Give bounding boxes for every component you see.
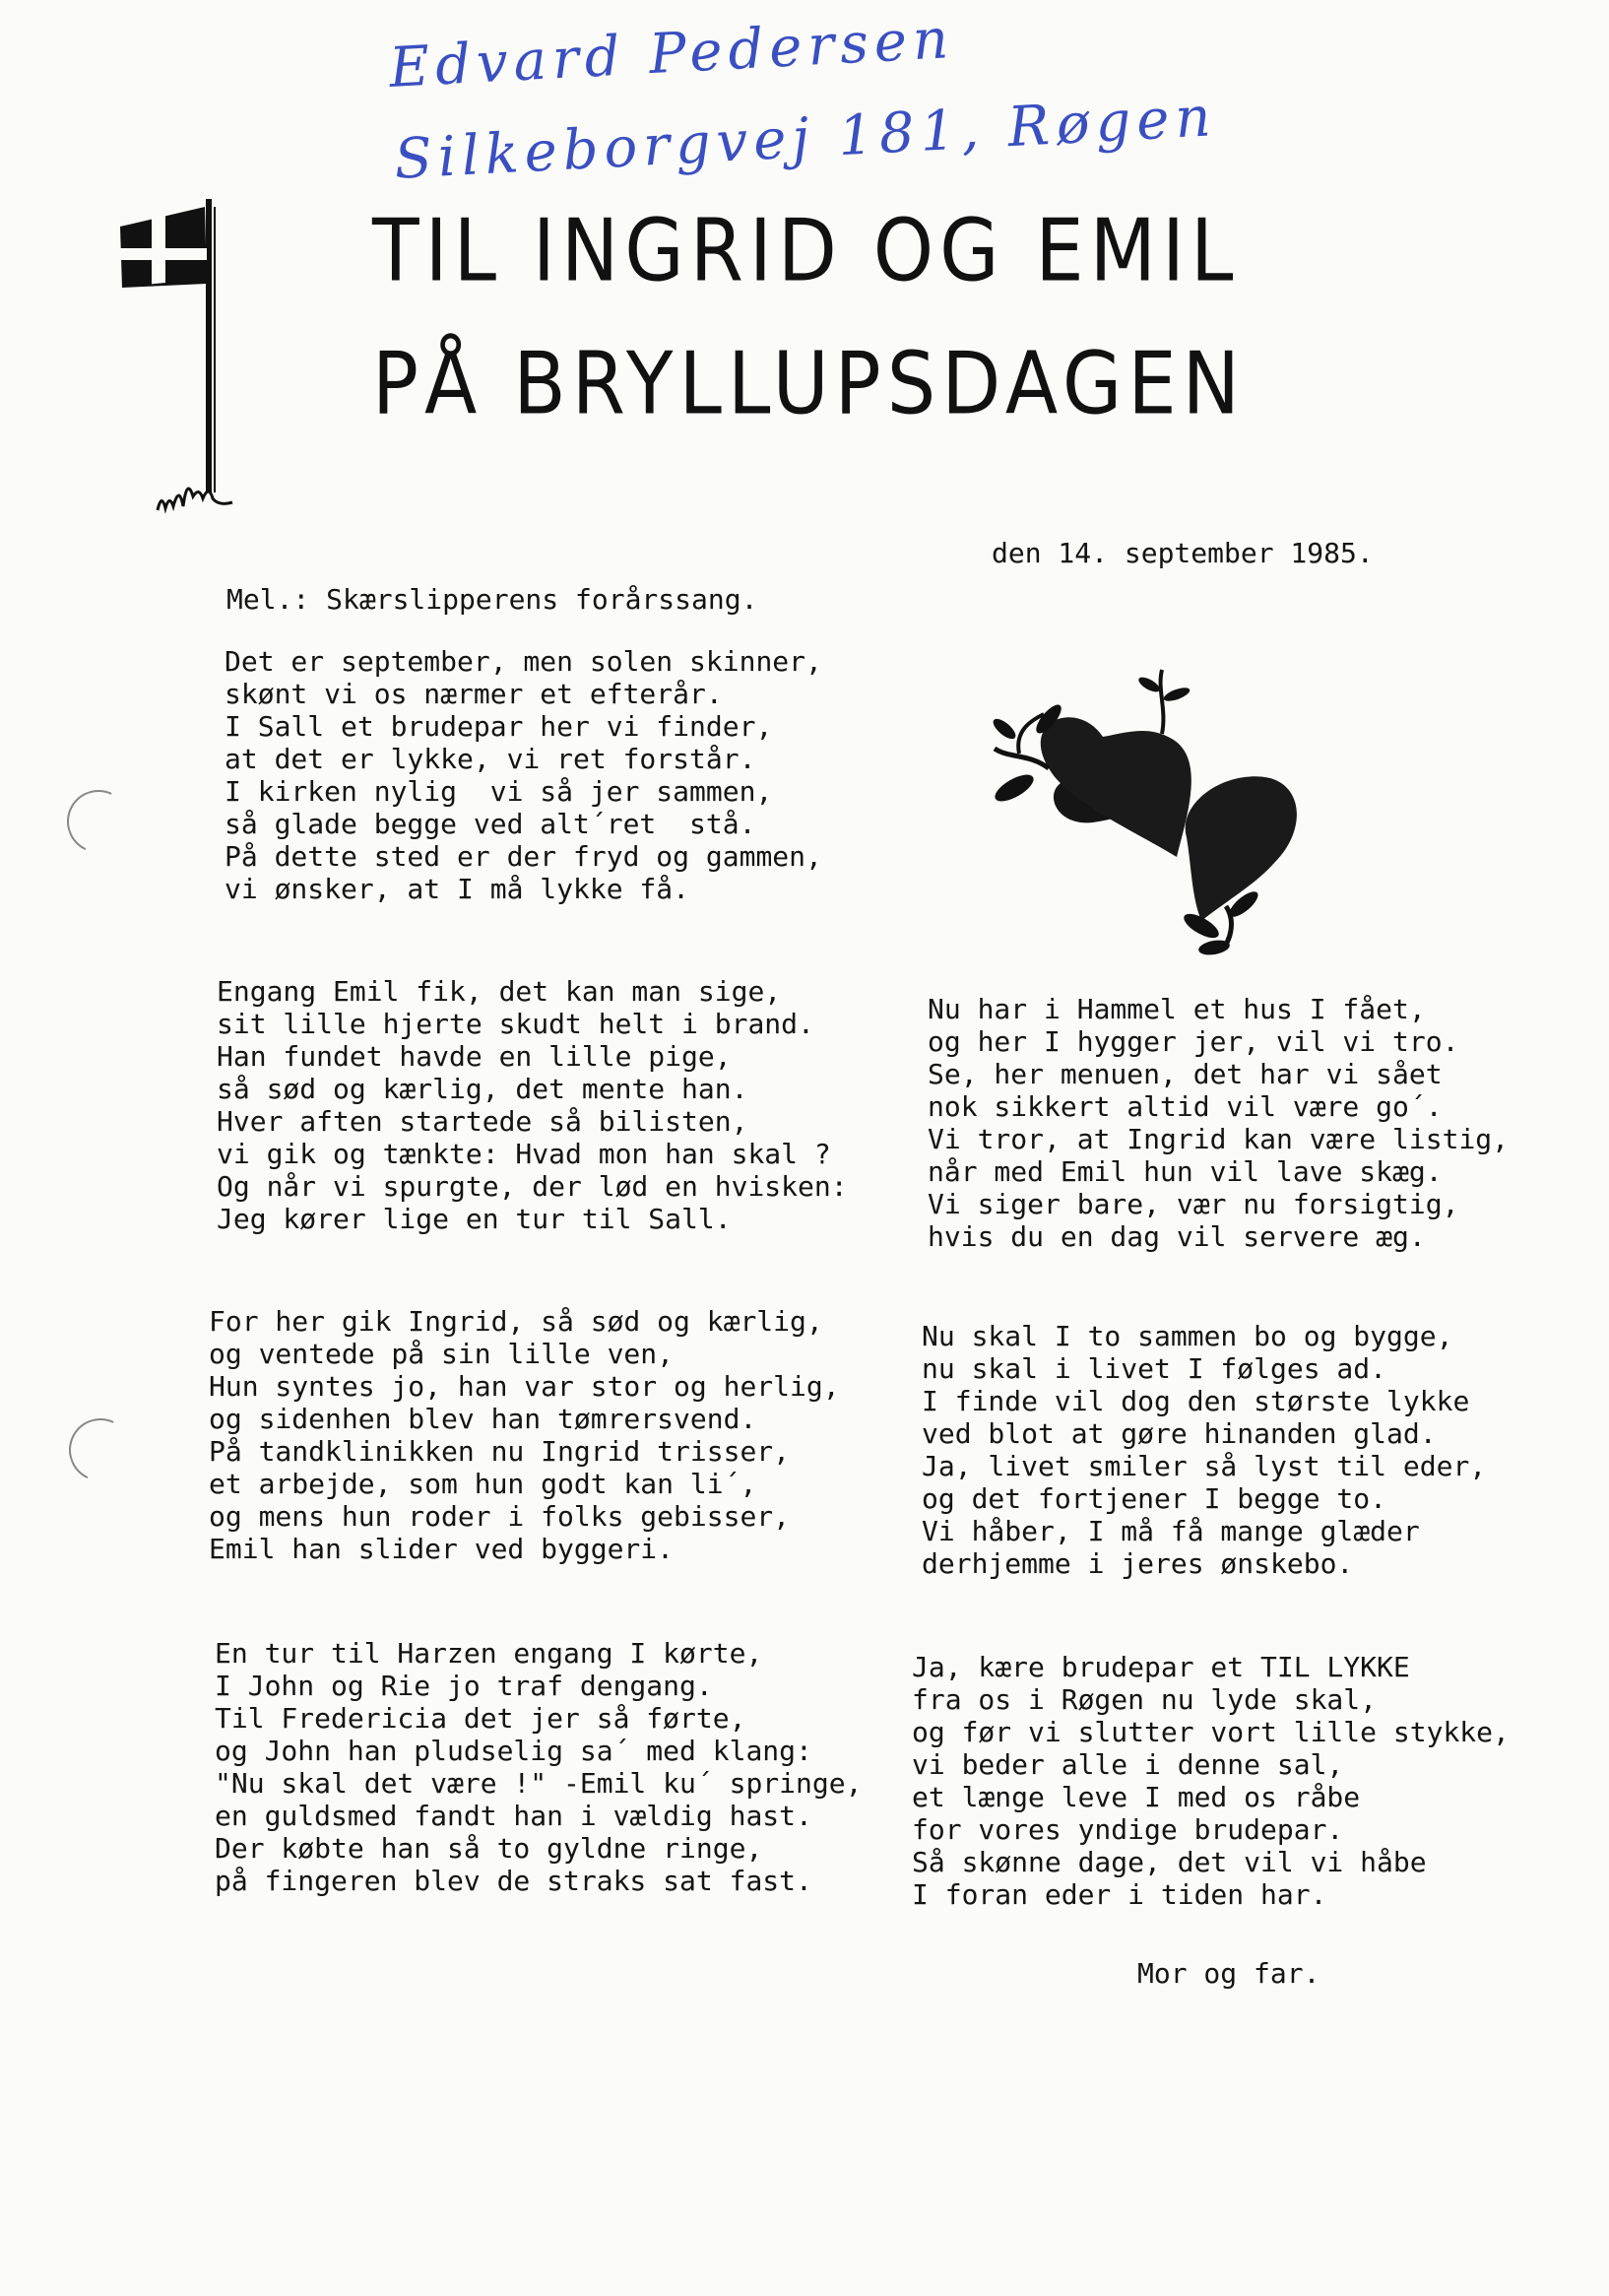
verse-line: En tur til Harzen engang I kørte,: [215, 1637, 763, 1670]
verse-line: fra os i Røgen nu lyde skal,: [912, 1683, 1378, 1716]
verse-3: [209, 1305, 840, 1565]
verse-line: vi beder alle i denne sal,: [912, 1748, 1344, 1781]
handwritten-name: Edvard Pedersen: [387, 7, 956, 100]
verse-line: Nu skal I to sammen bo og bygge,: [922, 1320, 1453, 1352]
verse-line: ved blot at gøre hinanden glad.: [922, 1417, 1437, 1450]
danish-flag-icon: [118, 197, 266, 532]
verse-line: Hun syntes jo, han var stor og herlig,: [209, 1370, 840, 1403]
verse-line: Jeg kører lige en tur til Sall.: [217, 1203, 732, 1235]
verse-line: Vi tror, at Ingrid kan være listig,: [928, 1123, 1510, 1155]
two-hearts-icon: [990, 660, 1315, 955]
verse-line: og mens hun roder i folks gebisser,: [209, 1500, 791, 1533]
verse-line: når med Emil hun vil lave skæg.: [928, 1155, 1443, 1188]
signature-text: Mor og far.: [1137, 1957, 1320, 1990]
verse-line: I finde vil dog den største lykke: [922, 1385, 1470, 1417]
verse-line: Se, her menuen, det har vi sået: [928, 1058, 1443, 1090]
verse-line: Ja, kære brudepar et TIL LYKKE: [912, 1651, 1410, 1683]
verse-4: [215, 1637, 862, 1897]
verse-line: og her I hygger jer, vil vi tro.: [928, 1025, 1459, 1058]
verse-line: På dette sted er der fryd og gammen,: [225, 840, 822, 873]
verse-line: På tandklinikken nu Ingrid trisser,: [209, 1435, 791, 1468]
page-title-line1: TIL INGRID OG EMIL: [372, 202, 1240, 301]
verse-line: Emil han slider ved byggeri.: [209, 1533, 675, 1565]
verse-line: at det er lykke, vi ret forstår.: [225, 743, 756, 775]
verse-line: derhjemme i jeres ønskebo.: [922, 1547, 1354, 1580]
verse-line: Vi håber, I må få mange glæder: [922, 1515, 1420, 1547]
melody-text: Mel.: Skærslipperens forårssang.: [226, 583, 758, 616]
verse-line: Vi siger bare, vær nu forsigtig,: [928, 1188, 1459, 1220]
verse-line: for vores yndige brudepar.: [912, 1813, 1344, 1846]
verse-1: [225, 645, 822, 905]
verse-line: sit lille hjerte skudt helt i brand.: [217, 1008, 814, 1040]
verse-line: Ja, livet smiler så lyst til eder,: [922, 1450, 1487, 1482]
verse-line: nu skal i livet I følges ad.: [922, 1352, 1387, 1385]
verse-line: og sidenhen blev han tømrersvend.: [209, 1403, 757, 1435]
verse-line: Engang Emil fik, det kan man sige,: [217, 975, 782, 1008]
verse-line: Så skønne dage, det vil vi håbe: [912, 1846, 1427, 1878]
verse-line: I foran eder i tiden har.: [912, 1878, 1327, 1911]
verse-line: vi gik og tænkte: Hvad mon han skal ?: [217, 1138, 831, 1170]
verse-5: [928, 993, 1509, 1253]
verse-2: [217, 975, 848, 1235]
verse-line: så sød og kærlig, det mente han.: [217, 1073, 748, 1105]
verse-line: vi ønsker, at I må lykke få.: [225, 873, 690, 905]
verse-6: [922, 1320, 1486, 1580]
verse-line: og John han pludselig sa´ med klang:: [215, 1735, 812, 1767]
verse-7: [912, 1651, 1510, 1911]
verse-line: Hver aften startede så bilisten,: [217, 1105, 748, 1138]
punch-hole-mark: [60, 1410, 141, 1490]
verse-line: I Sall et brudepar her vi finder,: [225, 710, 773, 743]
verse-line: Der købte han så to gyldne ringe,: [215, 1832, 763, 1865]
handwritten-address: Silkeborgvej 181, Røgen: [392, 85, 1218, 192]
verse-line: I John og Rie jo traf dengang.: [215, 1670, 713, 1702]
date-text: den 14. september 1985.: [992, 537, 1374, 569]
verse-line: et længe leve I med os råbe: [912, 1781, 1361, 1813]
verse-line: For her gik Ingrid, så sød og kærlig,: [209, 1305, 823, 1338]
verse-line: I kirken nylig vi så jer sammen,: [225, 775, 773, 808]
verse-line: og det fortjener I begge to.: [922, 1482, 1387, 1515]
verse-line: Nu har i Hammel et hus I fået,: [928, 993, 1426, 1025]
verse-line: nok sikkert altid vil være go´.: [928, 1090, 1443, 1123]
verse-line: "Nu skal det være !" -Emil ku´ springe,: [215, 1767, 863, 1800]
verse-line: skønt vi os nærmer et efterår.: [225, 678, 723, 710]
verse-line: og før vi slutter vort lille stykke,: [912, 1716, 1510, 1748]
verse-line: Det er september, men solen skinner,: [225, 645, 822, 678]
verse-line: et arbejde, som hun godt kan li´,: [209, 1468, 757, 1500]
verse-line: på fingeren blev de straks sat fast.: [215, 1865, 812, 1897]
page-title-line2: PÅ BRYLLUPSDAGEN: [372, 335, 1246, 434]
verse-line: hvis du en dag vil servere æg.: [928, 1220, 1426, 1253]
verse-line: en guldsmed fandt han i vældig hast.: [215, 1800, 812, 1832]
verse-line: så glade begge ved alt´ret stå.: [225, 808, 756, 840]
verse-line: og ventede på sin lille ven,: [209, 1338, 675, 1370]
verse-line: Til Fredericia det jer så førte,: [215, 1702, 746, 1735]
verse-line: Han fundet havde en lille pige,: [217, 1040, 732, 1073]
punch-hole-mark: [58, 781, 139, 862]
verse-line: Og når vi spurgte, der lød en hvisken:: [217, 1170, 848, 1203]
